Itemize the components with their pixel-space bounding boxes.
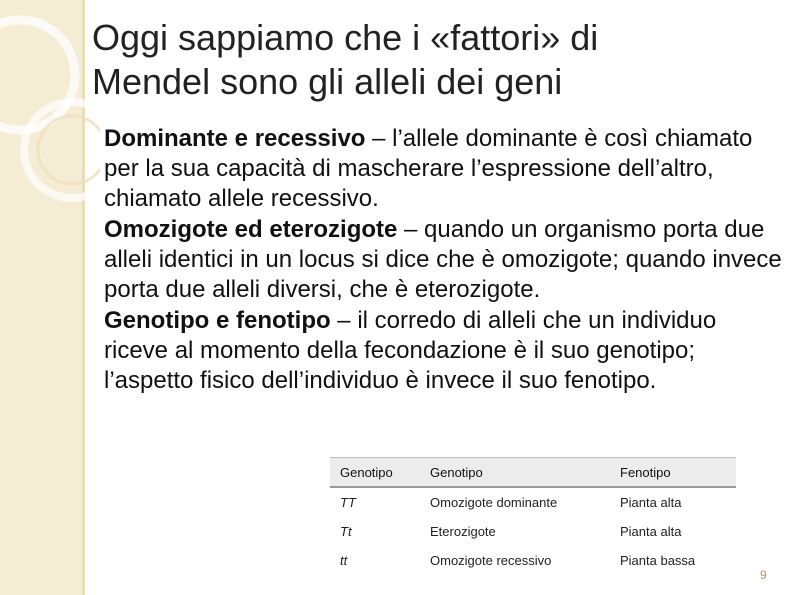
- table-row: [330, 517, 736, 546]
- table-header-cell: Genotipo: [330, 458, 420, 488]
- term-genotype-phenotype: Genotipo e fenotipo: [104, 307, 331, 334]
- paragraph-genotype-phenotype: [104, 306, 784, 396]
- definition-homozygous-heterozygous: – quando un organismo porta due alleli identici in un locus si dice che è omozigote; quando invece porta due alleli diversi, che è eterozigote.: [104, 216, 782, 303]
- page-title: [92, 16, 772, 104]
- paragraph-homozygous-heterozygous: [104, 215, 784, 305]
- term-homozygous-heterozygous: Omozigote ed eterozigote: [104, 216, 398, 243]
- definition-genotype-phenotype: – il corredo di alleli che un individuo riceve al momento della fecondazione è il suo genotipo; l’aspetto fisico dell’individuo è invece il suo fenotipo.: [104, 307, 717, 394]
- title-line-1: Oggi sappiamo che i «fattori» di: [92, 17, 599, 58]
- paragraph-dominant-recessive: [104, 124, 784, 214]
- slide-body: [104, 124, 784, 397]
- table-cell: TT: [340, 495, 356, 510]
- definition-dominant-recessive: – l’allele dominante è così chiamato per la sua capacità di mascherare l’espressione dell’altro, chiamato allele recessivo.: [104, 125, 753, 212]
- table-cell: Eterozigote: [430, 524, 496, 539]
- table-header-row: [330, 458, 736, 488]
- table-cell: tt: [340, 553, 348, 568]
- table-cell: Pianta alta: [620, 495, 682, 510]
- term-dominant-recessive: Dominante e recessivo: [104, 125, 366, 152]
- table-header-cell: Fenotipo: [610, 458, 736, 488]
- table-row: [330, 546, 736, 575]
- table-header-cell: Genotipo: [420, 458, 610, 488]
- table-cell: Omozigote recessivo: [430, 553, 552, 568]
- genotype-table-container: [330, 457, 736, 575]
- table-row: [330, 487, 736, 517]
- table-cell: Pianta bassa: [620, 553, 696, 568]
- decorative-rings: [0, 0, 100, 240]
- page-number: 9: [760, 568, 767, 582]
- table-cell: Omozigote dominante: [430, 495, 558, 510]
- table-cell: Tt: [340, 524, 352, 539]
- genotype-table: [330, 457, 736, 575]
- title-line-2: Mendel sono gli alleli dei geni: [92, 61, 563, 102]
- table-cell: Pianta alta: [620, 524, 682, 539]
